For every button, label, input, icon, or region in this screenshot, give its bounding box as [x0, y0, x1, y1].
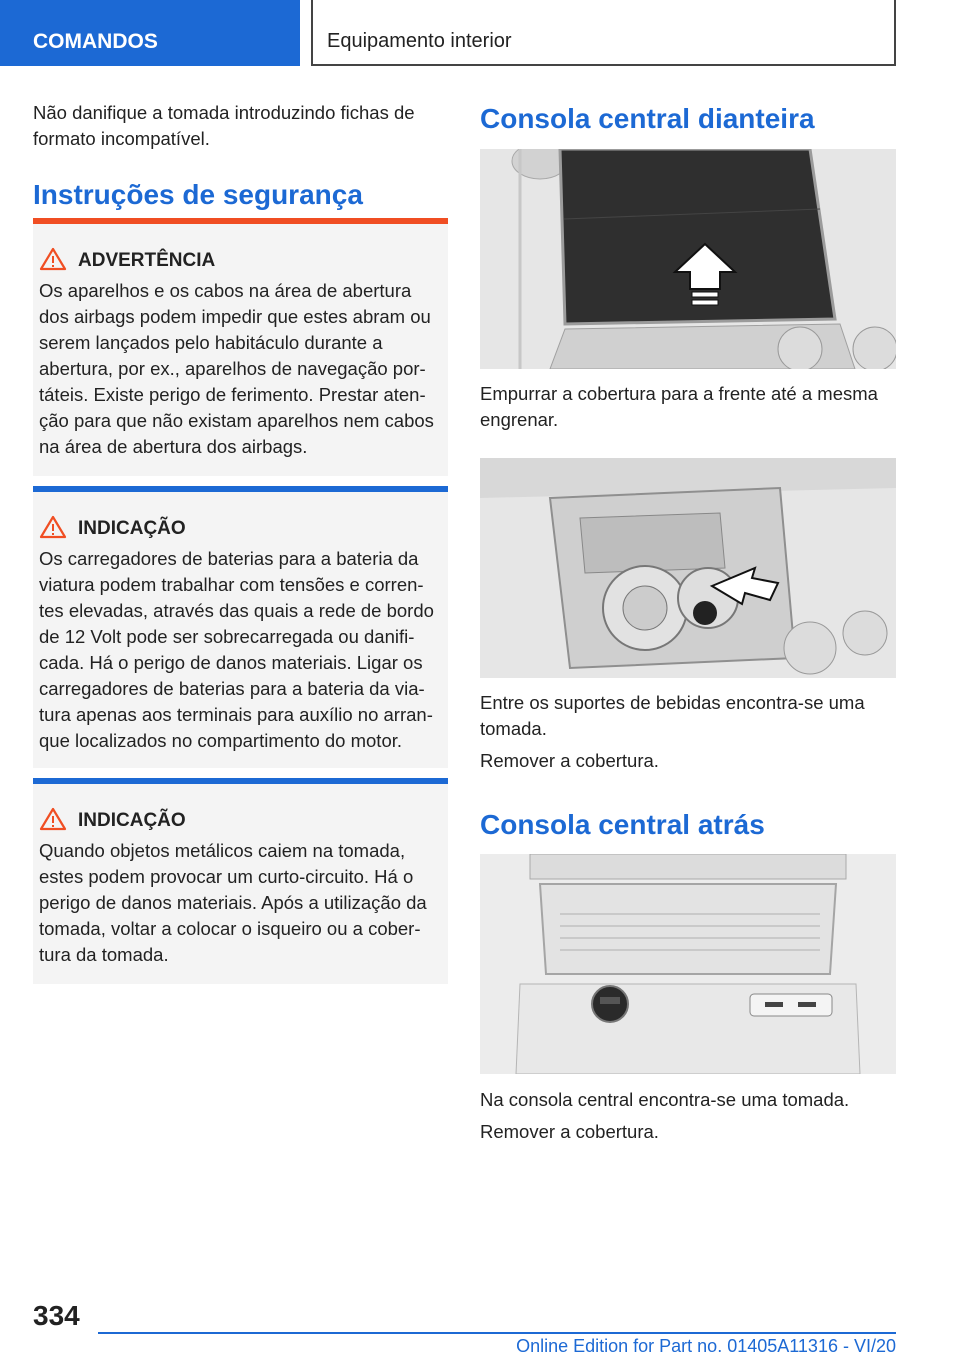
notice-header: [39, 806, 440, 832]
intro-paragraph: Não danifique a tomada introduzindo fichas de formato incompatível.: [33, 102, 415, 149]
front-console-socket-photo: [480, 458, 896, 678]
front-caption-push-cover: Empurrar a cobertura para a frente até a mesma engrenar.: [480, 383, 878, 430]
warning-triangle-icon: [39, 247, 67, 271]
front-console-socket-illustration: [480, 458, 896, 678]
footer-rule: [98, 1332, 896, 1334]
notice-text: Os aparelhos e os cabos na área de abertura dos airbags podem impedir que estes abram ou serem lançados pelo habitáculo durante a abertura, por ex., aparelhos de navegação por-táteis. Existe perigo de ferimento. Prestar aten-ção para que não existam aparelhos nem cabos na área de abertura dos airbags.: [39, 280, 434, 457]
safety-heading: Instruções de segurança: [33, 179, 363, 210]
notice-text: Os carregadores de baterias para a bateria da viatura podem trabalhar com tensões e corren-tes elevadas, através das quais a rede de bordo de 12 Volt pode ser sobrecarregada ou danifi-cada. Há o perigo de danos materiais. Ligar os carregadores de baterias para a bateria da via-tura apenas aos terminais para auxílio no arran-que localizados no compartimento do motor.: [39, 548, 434, 751]
rear-caption-socket-location: Na consola central encontra-se uma tomada.: [480, 1089, 850, 1110]
section-tab: COMANDOS: [0, 0, 300, 66]
rear-caption-remove-cover: Remover a cobertura.: [480, 1121, 659, 1142]
notice-title: ADVERTÊNCIA: [78, 249, 216, 271]
notice-text: Quando objetos metálicos caiem na tomada, estes podem provocar um curto-circuito. Há o perigo de danos materiais. Após a utilização da tomada, voltar a colocar o isqueiro ou a cober-tura da tomada.: [39, 840, 427, 965]
page-header: [0, 0, 960, 66]
front-console-cover-photo: [480, 149, 896, 369]
indication-notice-chargers: [33, 486, 448, 768]
notice-title: INDICAÇÃO: [78, 517, 186, 539]
rear-console-heading: Consola central atrás: [480, 809, 765, 840]
left-column: [33, 100, 448, 212]
warning-triangle-icon: [39, 515, 67, 539]
rear-console-illustration: [480, 854, 896, 1074]
edition-footer: Online Edition for Part no. 01405A11316 - VI/20: [516, 1336, 896, 1356]
front-caption-socket-location: Entre os suportes de bebidas encontra-se uma tomada.: [480, 692, 865, 739]
warning-triangle-icon: [39, 807, 67, 831]
notice-title: INDICAÇÃO: [78, 809, 186, 831]
front-console-heading: Consola central dianteira: [480, 103, 815, 134]
page-number: 334: [33, 1300, 80, 1331]
notice-header: [39, 514, 440, 540]
front-console-cover-illustration: [480, 149, 896, 369]
front-caption-remove-cover: Remover a cobertura.: [480, 750, 659, 771]
notice-header: [39, 246, 440, 272]
indication-notice-metal-objects: [33, 778, 448, 984]
warning-notice: [33, 218, 448, 476]
rear-console-photo: [480, 854, 896, 1074]
chapter-title: Equipamento interior: [311, 0, 896, 66]
